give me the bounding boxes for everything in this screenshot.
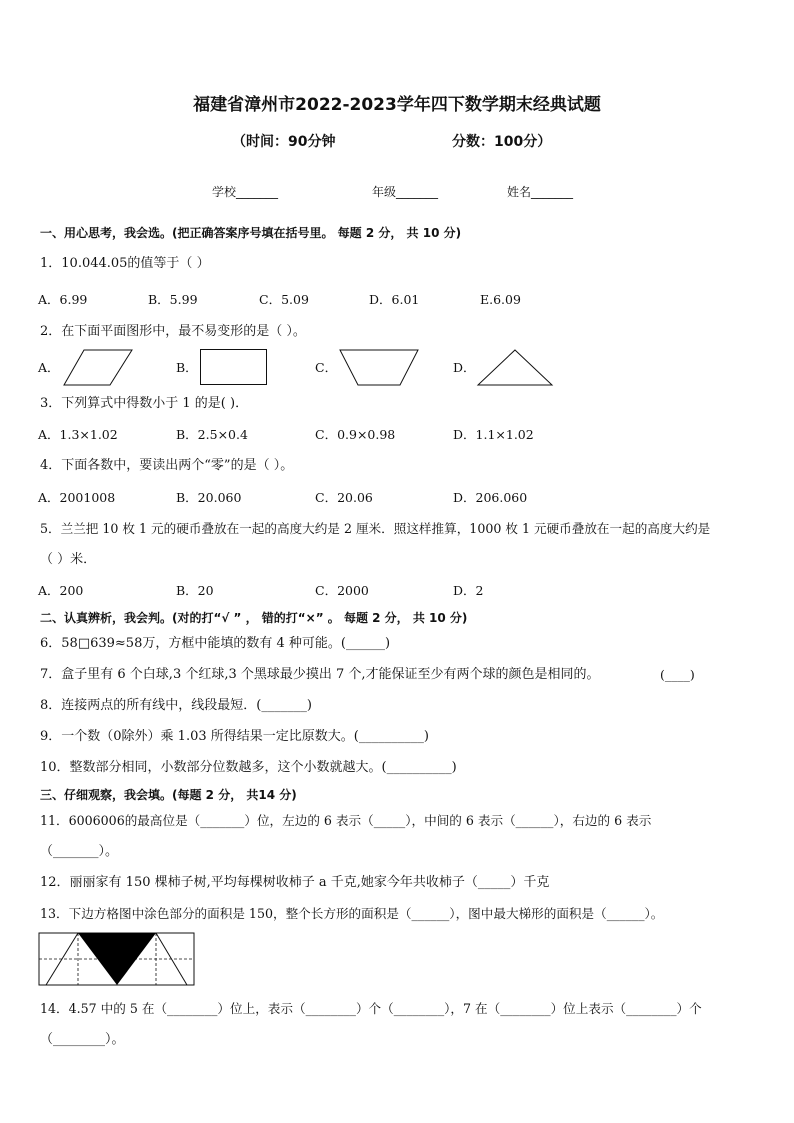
question-1: 1．10.044.05的值等于（ ） [40, 256, 210, 271]
q3-option-d: D．1.1×1.02 [453, 427, 534, 442]
parallelogram-shape [62, 348, 134, 388]
rectangle-shape [199, 348, 269, 388]
question-4: 4．下面各数中，要读出两个“零”的是（ ）。 [40, 458, 294, 473]
trapezoid-shape [338, 348, 420, 388]
section-3-heading: 三、仔细观察，我会填。(每题 2 分， 共14 分) [40, 788, 297, 802]
exam-time: （时间：90分钟 [232, 134, 336, 150]
question-2: 2．在下面平面图形中，最不易变形的是（ ）。 [40, 324, 306, 339]
question-14: 14．4.57 中的 5 在（________）位上，表示（________）个（________），7 在（________）位上表示（________）个 [40, 1001, 702, 1016]
q2-option-a: A． [38, 360, 60, 375]
q3-option-c: C．0.9×0.98 [315, 427, 396, 442]
q1-option-b: B．5.99 [148, 292, 198, 307]
q2-option-d: D． [453, 360, 476, 375]
question-3: 3．下列算式中得数小于 1 的是( )． [40, 396, 249, 411]
question-13: 13．下边方格图中涂色部分的面积是 150，整个长方形的面积是（______），图中最大梯形的面积是（______）。 [40, 906, 664, 921]
q5-option-c: C．2000 [315, 583, 369, 598]
section-2-heading: 二、认真辨析，我会判。(对的打“√ ” ， 错的打“×” 。 每题 2 分， 共 10 分) [40, 611, 468, 625]
page-title: 福建省漳州市2022-2023学年四下数学期末经典试题 [193, 95, 601, 115]
question-14-line-2: （________）。 [40, 1032, 125, 1047]
question-8: 8．连接两点的所有线中，线段最短．(_______) [40, 698, 312, 713]
section-1-heading: 一、用心思考，我会选。(把正确答案序号填在括号里。 每题 2 分， 共 10 分) [40, 226, 462, 240]
q3-option-b: B．2.5×0.4 [176, 427, 248, 442]
school-field: 学校_______ [212, 185, 279, 199]
q4-option-d: D．206.060 [453, 490, 528, 505]
question-6: 6．58□639≈58万，方框中能填的数有 4 种可能。(______) [40, 636, 391, 651]
q4-option-b: B．20.060 [176, 490, 242, 505]
q5-option-a: A．200 [38, 583, 84, 598]
q5-option-d: D．2 [453, 583, 484, 598]
q5-option-b: B．20 [176, 583, 214, 598]
question-9: 9．一个数（0除外）乘 1.03 所得结果一定比原数大。(__________) [40, 729, 429, 744]
q2-option-b: B． [176, 360, 198, 375]
name-field: 姓名_______ [507, 185, 574, 199]
q1-option-c: C．5.09 [259, 292, 309, 307]
question-7-blank: (____) [660, 667, 695, 682]
exam-score: 分数：100分） [452, 134, 552, 150]
question-5-line-2: （ ）米． [40, 552, 97, 567]
q2-option-c: C． [315, 360, 338, 375]
q1-option-d: D．6.01 [369, 292, 420, 307]
q1-option-e: E.6.09 [480, 292, 521, 307]
q4-option-a: A．2001008 [38, 490, 116, 505]
question-12: 12．丽丽家有 150 棵柿子树,平均每棵树收柿子 a 千克,她家今年共收柿子（_____）千克 [40, 875, 550, 890]
question-11-line-2: （_______）。 [40, 844, 119, 859]
grade-field: 年级_______ [372, 185, 439, 199]
question-11: 11．6006006的最高位是（_______）位，左边的 6 表示（_____），中间的 6 表示（______），右边的 6 表示 [40, 813, 652, 828]
q1-option-a: A．6.99 [38, 292, 88, 307]
triangle-shape [476, 348, 554, 388]
question-5: 5．兰兰把 10 枚 1 元的硬币叠放在一起的高度大约是 2 厘米．照这样推算，1000 枚 1 元硬币叠放在一起的高度大约是 [40, 521, 711, 536]
grid-trapezoid-figure [38, 932, 198, 988]
question-7: 7．盒子里有 6 个白球,3 个红球,3 个黑球最少摸出 7 个,才能保证至少有两个球的颜色是相同的。 [40, 667, 600, 682]
question-10: 10．整数部分相同，小数部分位数越多，这个小数就越大。(__________) [40, 760, 457, 775]
q4-option-c: C．20.06 [315, 490, 373, 505]
q3-option-a: A．1.3×1.02 [38, 427, 118, 442]
